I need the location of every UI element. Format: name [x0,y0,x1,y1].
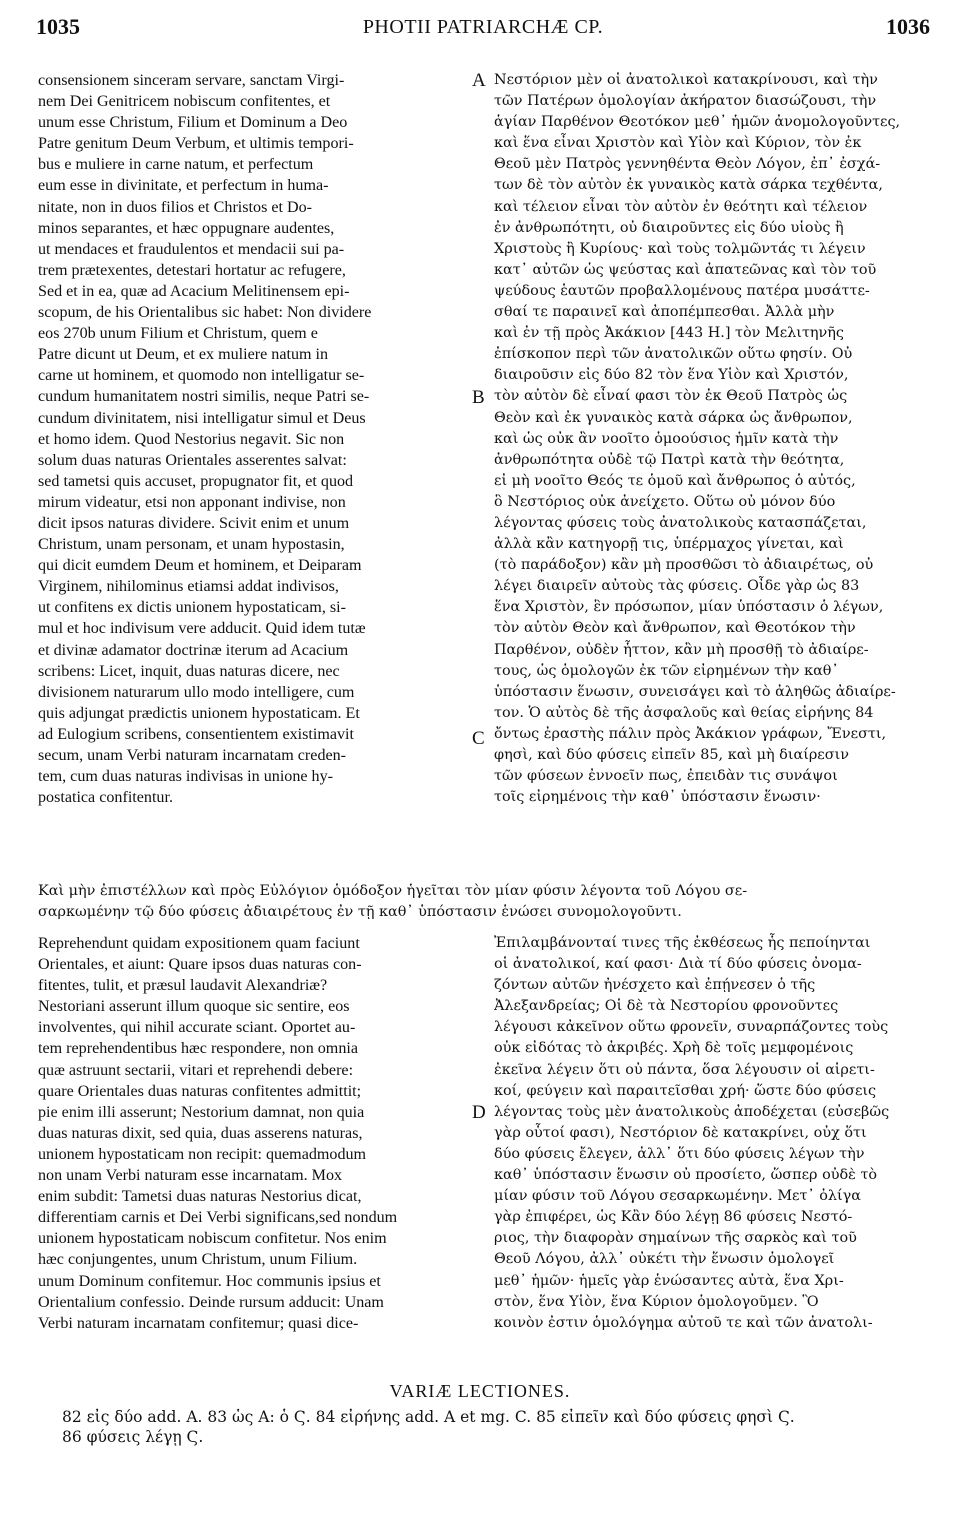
text-line: καὶ ἐν τῇ πρὸς Ἀκάκιον [443 H.] τὸν Μελιτηνῆς [494,325,844,342]
margin-marker-a: A [472,70,486,91]
page-header [36,14,930,44]
variae-lectiones-title: VARIÆ LECTIONES. [389,1381,571,1401]
text-line: λέγει διαιρεῖν αὐτοὺς τὰς φύσεις. Οἶδε γὰρ ὡς 83 [494,578,860,595]
text-line: (τὸ παράδοξον) κἂν μὴ προσθῶσι τὸ ἀδιαιρέτως, οὐ [494,557,874,574]
text-line: Καὶ μὴν ἐπιστέλλων καὶ πρὸς Εὐλόγιον ὁμόδοξον ἡγεῖται τὸν μίαν φύσιν λέγοντα τοῦ Λόγου σε- [38,883,748,899]
text-line: γὰρ ἐπιφέρει, ὡς Κἂν δύο λέγῃ 86 φύσεις Νεστό- [494,1209,853,1226]
text-line: Ἀλεξανδρείας; Οἱ δὲ τὰ Νεστορίου φρονοῦντες [494,998,839,1015]
text-line: τῶν Πατέρων ὁμολογίαν ἀκήρατον διασώζουσι, τὴν [494,93,877,110]
variae-lectiones-notes [62,1407,942,1447]
page-number-left: 1035 [36,14,80,39]
text-line: pie enim illi asserunt; Nestorium damnat, non quia [38,1103,365,1121]
text-line: οἱ ἀνατολικοί, καί φασι· Διὰ τί δύο φύσεις ὀνομα- [494,956,862,973]
text-line: eum esse in divinitate, et perfectum in huma- [38,177,329,195]
text-line: unionem hypostaticam nobiscum confitetur. Nos enim [38,1230,387,1248]
text-line: Verbi naturam incarnatam confitemur; quasi dice- [38,1314,359,1332]
text-line: minos separantes, et hæc oppugnare audentes, [38,219,335,237]
greek-column-top [494,70,934,808]
text-line: bus e muliere in carne natum, et perfectum [38,156,314,174]
text-line: divisionem naturarum ullo modo intelligere, cum [38,683,355,701]
text-line: ut confitens ex dictis unionem hypostaticam, si- [38,599,346,617]
text-line: σαρκωμένην τῷ δύο φύσεις ἀδιαιρέτους ἐν τῇ καθ᾽ ὑπόστασιν ἑνώσει συνομολογοῦντι. [38,904,682,921]
text-line: dicit ipsos naturas dividere. Scivit enim et unum [38,514,350,532]
text-line: Reprehendunt quidam expositionem quam faciunt [38,935,360,952]
latin-column-top [38,70,470,808]
text-line: mirum videatur, etsi non apponant indivise, non [38,493,346,511]
text-line: trem prætexentes, detestari hortatur ac refugere, [38,261,346,279]
text-line: ad Eulogium scribens, consentientem existimavit [38,725,354,743]
text-line: tem, cum duas naturas indivisas in unione hy- [38,768,333,786]
text-line: ἁγίαν Παρθένον Θεοτόκον μεθ᾽ ἡμῶν ἀνομολογοῦντες, [494,114,901,131]
text-line: solum duas naturas Orientales asserentes salvat: [38,451,347,469]
text-line: καθ᾽ ὑπόστασιν ἕνωσιν οὐ προσίετο, ὥσπερ οὐδὲ τὸ [494,1167,878,1184]
text-line: λέγουσι κἀκεῖνον οὕτω φρονεῖν, συναρπάζοντες τοὺς [494,1019,889,1036]
text-line: qui dicit eumdem Deum et hominem, et Deiparam [38,557,362,575]
text-line: σθαί τε παραινεῖ καὶ ἀποπέμπεσθαι. Ἀλλὰ μὴν [494,304,835,321]
text-line: ὄντως ἐραστὴς πάλιν πρὸς Ἀκάκιον γράφων, Ἔνεστι, [494,725,887,742]
text-line: scribens: Licet, inquit, duas naturas dicere, nec [38,662,340,680]
text-line: quæ astruunt sectarii, vitari et reprehendi debere: [38,1061,354,1079]
text-line: διαιροῦσιν εἰς δύο 82 τὸν ἕνα Υἱὸν καὶ Χριστόν, [494,367,849,384]
latin-column-bottom [38,933,470,1334]
text-line: καὶ ὡς οὐκ ἂν νοοῖτο ὁμοούσιος ἡμῖν κατὰ τὴν [494,430,839,447]
spanning-greek-text [38,881,938,923]
text-line: Θεὸν καὶ ἐκ γυναικὸς κατὰ σάρκα ὡς ἄνθρωπον, [494,409,853,426]
text-line: ζόντων αὐτῶν ἠνέσχετο καὶ ἐπῄνεσεν ὁ τῆς [494,977,816,994]
text-line: τους, ὡς ὁμολογῶν ἐκ τῶν εἰρημένων τὴν καθ᾽ [494,662,839,679]
text-line: Θεοῦ Λόγου, ἀλλ᾽ οὐκέτι τὴν ἕνωσιν ὁμολογεῖ [494,1251,835,1268]
text-line: τὸν αὐτὸν δὲ εἶναί φασι τὸν ἐκ Θεοῦ Πατρὸς ὡς [494,388,848,405]
greek-column-bottom [494,933,934,1334]
text-line: et homo idem. Quod Nestorius negavit. Sic non [38,430,345,448]
text-line: carne ut hominem, et quomodo non intelligatur se- [38,367,365,385]
text-line: φησὶ, καὶ δύο φύσεις εἰπεῖν 85, καὶ μὴ διαίρεσιν [494,747,849,763]
text-line: ἀλλὰ κἂν κατηγορῇ τις, ὑπέρμαχος γίνεται, καὶ [494,536,844,553]
text-line: Sed et in ea, quæ ad Acacium Melitinensem epi- [38,282,350,300]
text-line: ὑπόστασιν ἕνωσιν, συνεισάγει καὶ τὸ ἀληθῶς ἀδιαίρε- [494,683,896,700]
text-line: των δὲ τὸν αὐτὸν ἐκ γυναικὸς κατὰ σάρκα τεχθέντα, [494,177,883,194]
text-line: cundum humanitatem nostri similis, neque Patri se- [38,388,370,406]
text-line: λέγοντας φύσεις τοὺς ἀνατολικοὺς κατασπάζεται, [494,514,867,531]
text-line: Patre dicunt ut Deum, et ex muliere natum in [38,346,329,364]
margin-marker-d: D [472,1102,486,1123]
text-line: ριος, τὴν διαφορὰν σημαίνων τῆς σαρκὸς καὶ τοῦ [494,1230,857,1247]
text-line: Νεστόριον μὲν οἱ ἀνατολικοὶ κατακρίνουσι, καὶ τὴν [494,72,878,88]
text-line: καὶ τέλειον εἶναι τὸν αὐτὸν ἐν θεότητι καὶ τέλειον [494,198,868,215]
text-line: τῶν φύσεων ἐννοεῖν πως, ἐπειδὰν τις συνάψοι [494,768,838,785]
text-line: nitate, non in duos filios et Christos et Do- [38,198,313,216]
text-line: κοινὸν ἐστιν ὁμολόγημα αὐτοῦ τε καὶ τῶν ἀνατολι- [494,1314,873,1331]
text-line: sed tametsi quis accuset, propugnator fit, et quod [38,472,354,490]
text-line: non unam Verbi naturam esse incarnatam. Mox [38,1167,343,1185]
text-line: nem Dei Genitricem nobiscum confitentes, et [38,93,331,111]
margin-marker-b: B [472,387,485,408]
text-line: τον. Ὁ αὐτὸς δὲ τῆς ἀσφαλοῦς καὶ θείας εἰρήνης 84 [494,704,874,721]
text-line: Orientalium confessio. Deinde rursum adducit: Unam [38,1293,384,1311]
text-line: Ἐπιλαμβάνονταί τινες τῆς ἐκθέσεως ἧς πεποίηνται [494,935,871,951]
text-line: ut mendaces et fraudulentos et mendacii sui pa- [38,240,345,258]
text-line: Patre genitum Deum Verbum, et ultimis tempori- [38,135,354,153]
text-line: ὃ Νεστόριος οὐκ ἀνείχετο. Οὕτω οὐ μόνον δύο [494,493,836,510]
text-line: unum Dominum confitemur. Hoc communis ipsius et [38,1272,381,1290]
text-line: unum esse Christum, Filium et Dominum a Deo [38,114,348,132]
text-line: quare Orientales duas naturas confitentes admittit; [38,1082,362,1100]
text-line: eos 270b unum Filium et Christum, quem e [38,325,318,343]
text-line: τὸν αὐτὸν Θεὸν καὶ ἄνθρωπον, καὶ Θεοτόκον τὴν [494,620,856,637]
variae-line: 82 εἰς δύο add. A. 83 ὡς A: ὁ Ϛ. 84 εἰρήνης add. A et mg. C. 85 εἰπεῖν καὶ δύο φύσεις φησὶ Ϛ. [62,1408,795,1426]
text-line: ἐπίσκοπον περὶ τῶν ἀνατολικῶν οὕτω φησίν. Οὐ [494,346,853,363]
text-line: εἰ μὴ νοοῖτο Θεός τε ὁμοῦ καὶ ἄνθρωπος ὁ αὐτός, [494,472,856,489]
text-line: unionem hypostaticam non recipit: quemadmodum [38,1145,367,1163]
text-line: differentiam carnis et Dei Verbi significans,sed nondum [38,1209,398,1227]
text-line: Χριστοὺς ἢ Κυρίους· καὶ τοὺς τολμῶντάς τι λέγειν [494,240,866,257]
text-line: Παρθένον, οὐδὲν ἧττον, κἂν μὴ προσθῇ τὸ ἀδιαίρε- [494,641,869,658]
text-line: Virginem, nihilominus etiamsi addat indivisos, [38,578,339,596]
text-line: μίαν φύσιν τοῦ Λόγου σεσαρκωμένην. Μετ᾽ ὀλίγα [494,1188,861,1205]
text-line: fitentes, tulit, et præsul laudavit Alexandriæ? [38,977,328,995]
text-line: Orientales, et aiunt: Quare ipsos duas naturas con- [38,956,362,974]
text-line: τοῖς εἰρημένοις τὴν καθ᾽ ὑπόστασιν ἕνωσιν· [494,789,821,806]
text-line: λέγοντας τοὺς μὲν ἀνατολικοὺς ἀποδέχεται (εὐσεβῶς [494,1103,890,1120]
text-line: γὰρ οὗτοί φασι), Νεστόριον δὲ κατακρίνει, οὐχ ὅτι [494,1124,867,1141]
text-line: ἐκεῖνα λέγειν ὅτι οὐ πάντα, ὅσα λέγουσιν οἱ αἱρετι- [494,1061,875,1078]
text-line: ψεύδους ἑαυτῶν προβαλλομένους πατέρα μυσάττε- [494,282,870,299]
text-line: consensionem sinceram servare, sanctam Virgi- [38,72,345,89]
text-line: στὸν, ἕνα Υἱὸν, ἕνα Κύριον ὁμολογοῦμεν. Ὃ [494,1293,819,1310]
text-line: κοί, φεύγειν καὶ παραιτεῖσθαι χρή· ὥστε δύο φύσεις [494,1082,877,1099]
text-line: mul et hoc indivisum vere adducit. Quid idem tutæ [38,620,366,638]
text-line: καὶ ἕνα εἶναι Χριστὸν καὶ Υἱὸν καὶ Κύριον, τὸν ἐκ [494,135,862,152]
margin-marker-c: C [472,728,485,749]
text-line: involventes, qui nihil accurate sciant. Oportet au- [38,1019,356,1037]
variae-line: 86 φύσεις λέγῃ Ϛ. [62,1428,204,1446]
text-line: cundum divinitatem, nisi intelligatur simul et Deus [38,409,366,427]
page-number-right: 1036 [886,14,930,39]
text-line: οὐκ εἰδότας τὸ ἀκριβές. Χρὴ δὲ τοῖς μεμφομένοις [494,1040,854,1057]
text-line: hæc conjungentes, unum Christum, unum Filium. [38,1251,358,1269]
text-line: δύο φύσεις ἔλεγεν, ἀλλ᾽ ὅτι δύο φύσεις λέγων τὴν [494,1145,865,1162]
text-line: scopum, de his Orientalibus sic habet: Non dividere [38,304,372,322]
text-line: κατ᾽ αὐτῶν ὡς ψεύστας καὶ ἀπατεῶνας καὶ τὸν τοῦ [494,261,877,278]
text-line: quis adjungat prædictis unionem hypostaticam. Et [38,704,360,722]
text-line: Nestoriani asserunt illum quoque sic sentire, eos [38,998,350,1016]
text-line: ἐν ἀνθρωπότητι, οὐ διαιροῦντες εἰς δύο υἱοὺς ἢ [494,219,844,236]
text-line: postatica confitentur. [38,789,173,807]
text-line: μεθ᾽ ἡμῶν· ἡμεῖς γὰρ ἑνώσαντες αὐτὰ, ἕνα Χρι- [494,1272,844,1289]
running-title: PHOTII PATRIARCHÆ CP. [362,16,604,38]
text-line: ἕνα Χριστὸν, ἓν πρόσωπον, μίαν ὑπόστασιν ὁ λέγων, [494,599,884,616]
text-line: ἀνθρωπότητα οὐδὲ τῷ Πατρὶ κατὰ τὴν θεότητα, [494,451,845,468]
text-line: enim subdit: Tametsi duas naturas Nestorius dicat, [38,1188,362,1206]
text-line: et divinæ adamator doctrinæ iterum ad Acacium [38,641,349,659]
text-line: tem reprehendentibus hæc respondere, non omnia [38,1040,358,1058]
text-line: Θεοῦ μὲν Πατρὸς γεννηθέντα Θεὸν Λόγον, ἐπ᾽ ἐσχά- [494,156,881,173]
text-line: secum, unam Verbi naturam incarnatam creden- [38,747,347,764]
text-line: Christum, unam personam, et unam hypostasin, [38,536,345,554]
text-line: duas naturas dixit, sed quia, duas asserens naturas, [38,1124,363,1142]
